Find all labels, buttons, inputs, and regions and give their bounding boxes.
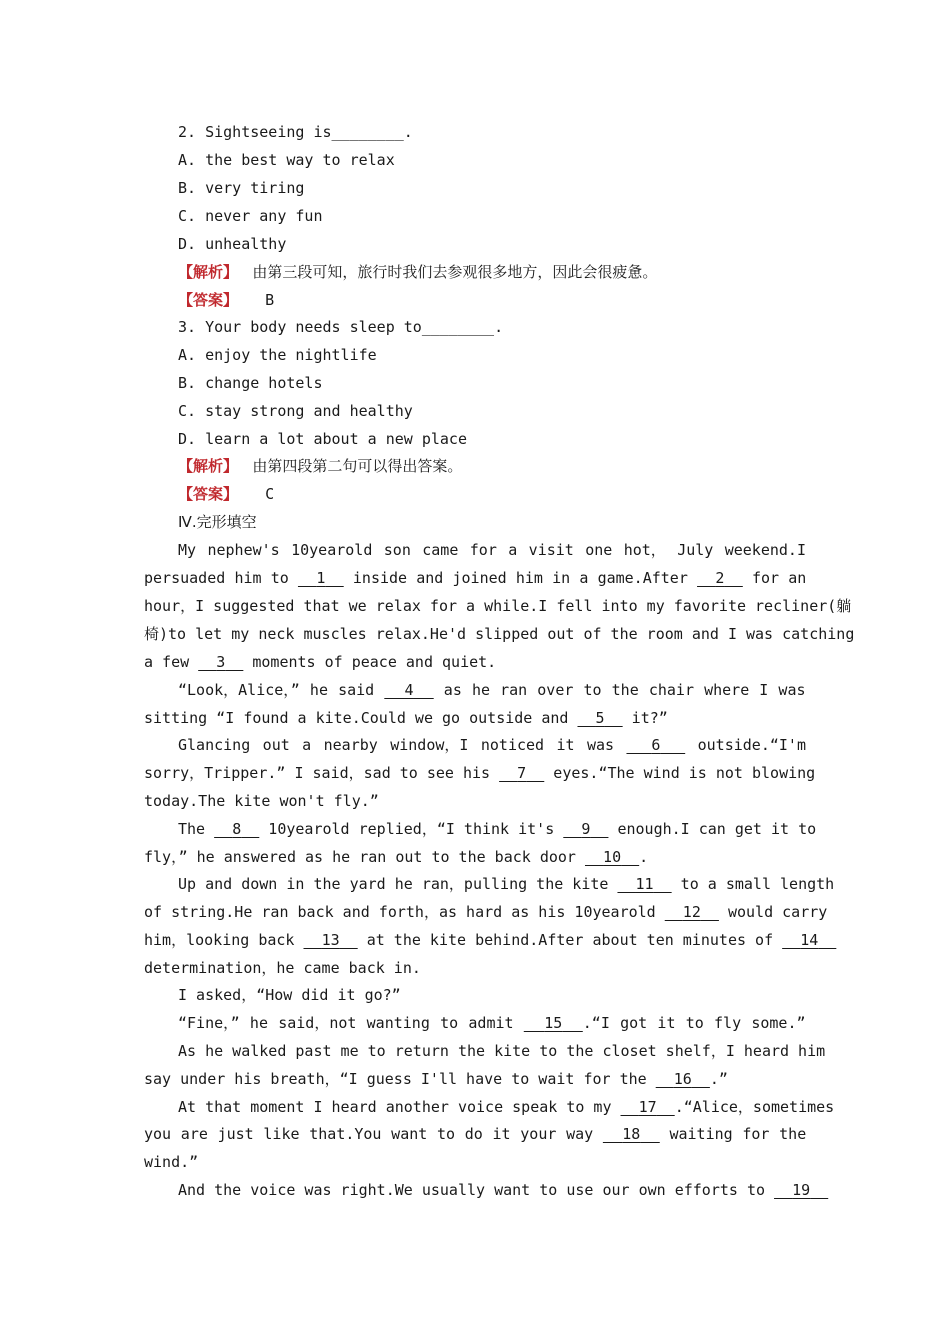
blank-number: 9 — [581, 820, 591, 838]
passage-line: 椅)to let my neck muscles relax.He'd slipped out of the room and I was catching — [144, 625, 855, 643]
blank-9 — [563, 815, 608, 843]
blank-number: 4 — [404, 681, 414, 699]
passage-line: I asked，“How did it go?” — [178, 986, 401, 1004]
blank-12 — [665, 898, 719, 926]
passage-line: determination，he came back in. — [144, 959, 421, 977]
text: a few — [144, 653, 199, 671]
question-3-option-d: D. learn a lot about a new place — [178, 430, 467, 448]
analysis-text: 由第四段第二句可以得出答案。 — [252, 457, 463, 475]
question-2-analysis — [178, 258, 657, 286]
word: July — [677, 541, 714, 559]
blank-number: 5 — [595, 709, 605, 727]
passage-line — [178, 1009, 806, 1037]
text: sorry，Tripper.” I said，sad to see his — [144, 764, 500, 782]
blank-14 — [782, 926, 836, 954]
word: visit — [528, 541, 574, 559]
passage-line: wind.” — [144, 1153, 199, 1171]
text: sitting “I found a kite.Could we go outside and — [144, 709, 578, 727]
text: fly，” he answered as he ran out to the back door — [144, 848, 585, 866]
word: for — [469, 541, 497, 559]
analysis-label: 【解析】 — [178, 263, 239, 281]
blank-17 — [621, 1093, 675, 1121]
text: At that moment I heard another voice speak to my — [178, 1098, 621, 1116]
question-2-option-d: D. unhealthy — [178, 235, 287, 253]
blank-number: 1 — [316, 569, 326, 587]
word: nephew's — [207, 541, 280, 559]
text: say under his breath，“I guess I'll have to wait for the — [144, 1070, 656, 1088]
analysis-text: 由第三段可知，旅行时我们去参观很多地方，因此会很疲惫。 — [252, 263, 658, 281]
passage-line: As he walked past me to return the kite to the closet shelf，I heard him — [178, 1042, 826, 1060]
passage-line — [178, 1093, 834, 1121]
blank-15 — [524, 1009, 583, 1037]
blank-13 — [304, 926, 358, 954]
passage-line — [144, 648, 496, 676]
blank-number: 2 — [715, 569, 725, 587]
analysis-label: 【解析】 — [178, 457, 239, 475]
blank-number: 10 — [603, 848, 622, 866]
blank-8 — [214, 815, 259, 843]
text: And the voice was right.We usually want to use our own efforts to — [178, 1181, 775, 1199]
passage-line — [144, 704, 668, 732]
word: son — [383, 541, 411, 559]
blank-number: 7 — [517, 764, 527, 782]
answer-value: B — [265, 291, 275, 309]
word: a — [508, 541, 518, 559]
text: .“I got it to fly some.” — [582, 1014, 806, 1032]
text: for an — [742, 569, 807, 587]
question-3-stem: 3. Your body needs sleep to________. — [178, 318, 504, 336]
question-3-answer — [178, 480, 274, 508]
text: outside.“I'm — [685, 736, 806, 754]
blank-number: 11 — [635, 875, 654, 893]
question-2-option-a: A. the best way to relax — [178, 151, 395, 169]
passage-line — [178, 536, 806, 564]
blank-number: 17 — [638, 1098, 657, 1116]
word: one — [585, 541, 613, 559]
text: to a small length — [671, 875, 835, 893]
blank-number: 12 — [682, 903, 701, 921]
question-3-option-c: C. stay strong and healthy — [178, 402, 413, 420]
blank-number: 18 — [622, 1125, 641, 1143]
answer-value: C — [265, 485, 275, 503]
passage-line — [144, 564, 806, 592]
blank-10 — [585, 843, 639, 871]
text: Glancing out a nearby window，I noticed it was — [178, 736, 627, 754]
passage-line — [144, 926, 836, 954]
blank-7 — [499, 759, 544, 787]
question-3-option-a: A. enjoy the nightlife — [178, 346, 377, 364]
text: 10yearold replied，“I think it's — [259, 820, 564, 838]
passage-line — [178, 870, 834, 898]
passage-line — [144, 1065, 728, 1093]
word: My — [178, 541, 197, 559]
blank-5 — [577, 704, 622, 732]
passage-line — [144, 759, 815, 787]
passage-line — [144, 898, 827, 926]
question-2-answer — [178, 286, 274, 314]
blank-16 — [656, 1065, 710, 1093]
text: . — [639, 848, 649, 866]
blank-6 — [626, 731, 685, 759]
question-2-option-b: B. very tiring — [178, 179, 305, 197]
blank-2 — [697, 564, 743, 592]
text: as he ran over to the chair where I was — [433, 681, 806, 699]
word: 10yearold — [291, 541, 373, 559]
blank-19 — [774, 1176, 828, 1204]
passage-line: hour，I suggested that we relax for a while.I fell into my favorite recliner(躺 — [144, 597, 852, 615]
text: “Fine，” he said，not wanting to admit — [178, 1014, 524, 1032]
text: it?” — [622, 709, 668, 727]
word: weekend.I — [724, 541, 806, 559]
blank-number: 13 — [321, 931, 340, 949]
blank-18 — [603, 1120, 660, 1148]
passage-line — [178, 676, 806, 704]
text: him，looking back — [144, 931, 304, 949]
text: of string.He ran back and forth，as hard as his 10yearold — [144, 903, 665, 921]
answer-label: 【答案】 — [178, 485, 239, 503]
blank-number: 8 — [232, 820, 242, 838]
question-2-option-c: C. never any fun — [178, 207, 323, 225]
text: persuaded him to — [144, 569, 298, 587]
text: inside and joined him in a game.After — [343, 569, 698, 587]
passage-line — [144, 1120, 806, 1148]
blank-number: 15 — [544, 1014, 563, 1032]
section-title: Ⅳ.完形填空 — [178, 513, 257, 531]
blank-1 — [298, 564, 344, 592]
word: hot， — [623, 541, 666, 559]
text: .“Alice，sometimes — [674, 1098, 835, 1116]
passage-line: today.The kite won't fly.” — [144, 792, 379, 810]
blank-number: 3 — [216, 653, 226, 671]
blank-4 — [384, 676, 433, 704]
text: moments of peace and quiet. — [243, 653, 497, 671]
text: The — [178, 820, 215, 838]
answer-label: 【答案】 — [178, 291, 239, 309]
question-3-analysis — [178, 452, 462, 480]
blank-number: 16 — [673, 1070, 692, 1088]
question-2-stem: 2. Sightseeing is________. — [178, 123, 413, 141]
blank-3 — [198, 648, 243, 676]
blank-number: 14 — [800, 931, 819, 949]
passage-line — [144, 843, 648, 871]
text: Up and down in the yard he ran，pulling the kite — [178, 875, 618, 893]
blank-number: 19 — [792, 1181, 811, 1199]
text: at the kite behind.After about ten minutes of — [357, 931, 783, 949]
text: eyes.“The wind is not blowing — [544, 764, 816, 782]
blank-11 — [617, 870, 671, 898]
passage-line — [178, 1176, 828, 1204]
text: you are just like that.You want to do it your way — [144, 1125, 603, 1143]
text: enough.I can get it to — [608, 820, 817, 838]
passage-line — [178, 815, 816, 843]
text: would carry — [718, 903, 828, 921]
word: came — [422, 541, 459, 559]
question-3-option-b: B. change hotels — [178, 374, 323, 392]
text: waiting for the — [659, 1125, 807, 1143]
text: “Look，Alice，” he said — [178, 681, 385, 699]
blank-number: 6 — [651, 736, 661, 754]
text: .” — [709, 1070, 728, 1088]
passage-line — [178, 731, 806, 759]
